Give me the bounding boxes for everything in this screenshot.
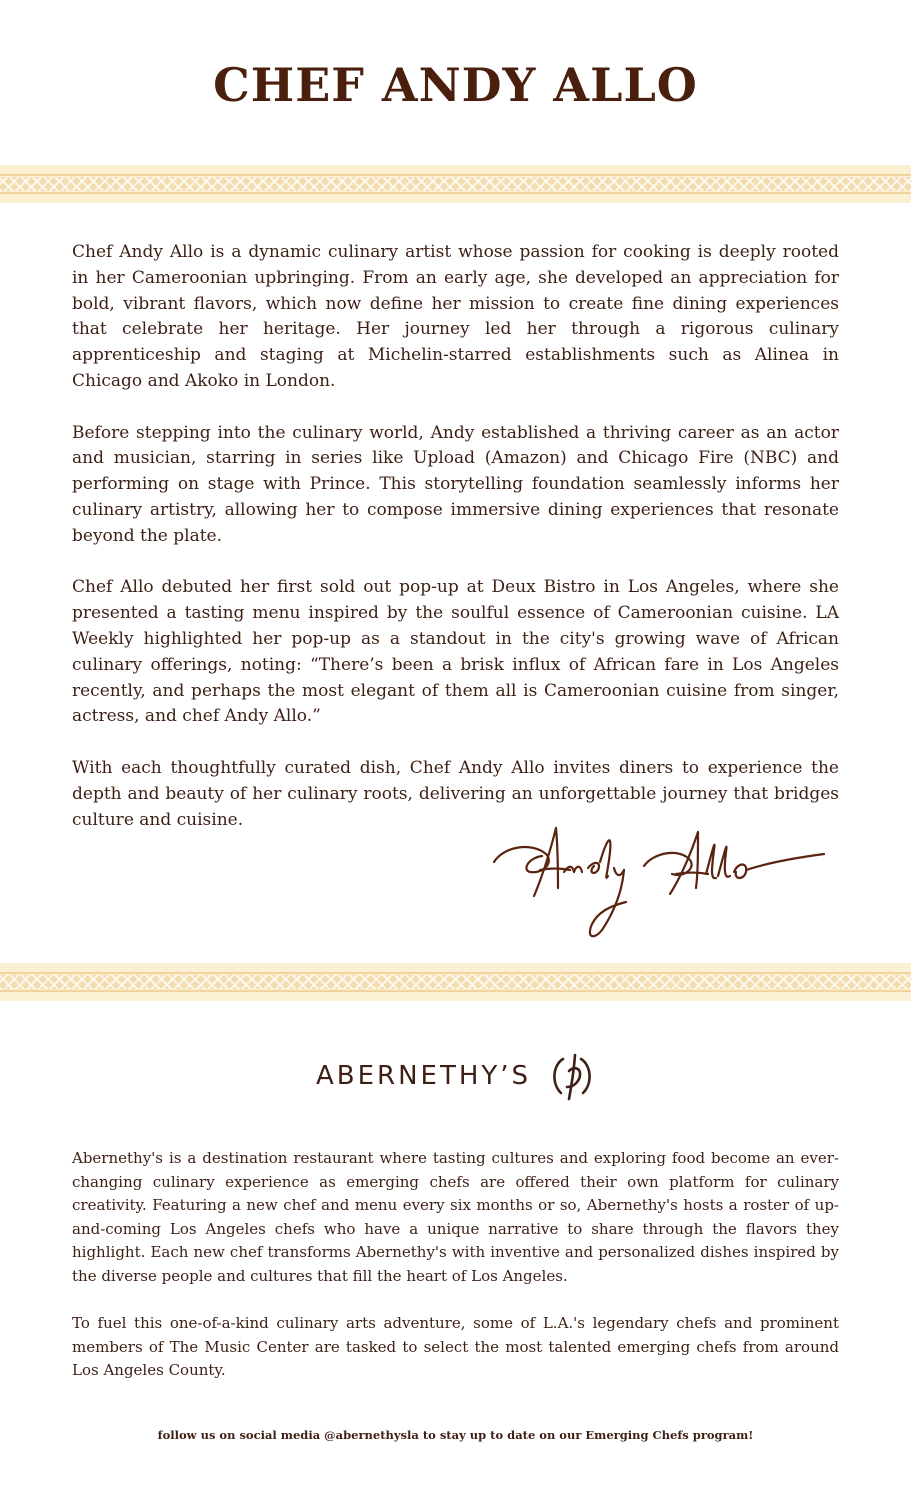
social-media-footer: follow us on social media @abernethysla to stay up to date on our Emerging Chefs program! (157, 1428, 754, 1442)
decorative-band-bottom (0, 963, 911, 1001)
bio-paragraph: With each thoughtfully curated dish, Chef Andy Allo invites diners to experience the depth and beauty of her culinary roots, delivering an unforgettable journey that bridges culture and cuisine. (72, 757, 839, 830)
about-paragraph: To fuel this one-of-a-kind culinary arts adventure, some of L.A.'s legendary chefs and prominent members of The Music Center are tasked to select the most talented emerging chefs from around Los Angeles County. (72, 1314, 839, 1380)
bio-paragraph: Chef Allo debuted her first sold out pop-up at Deux Bistro in Los Angeles, where she presented a tasting menu inspired by the soulful essence of Cameroonian cuisine. LA Weekly highlighted her pop-up as a standout in the city's growing wave of African culinary offerings, noting: “There’s been a brisk influx of African fare in Los Angeles recently, and perhaps the most elegant of them all is Cameroonian cuisine from singer, actress, and chef Andy Allo.” (72, 577, 839, 727)
signature-icon (484, 822, 834, 946)
decorative-band-top (0, 165, 911, 203)
brand-name: ABERNETHY’S (315, 1061, 532, 1091)
about-paragraph: Abernethy's is a destination restaurant where tasting cultures and exploring food become an ever-changing culinary experience as emerging chefs are offered their own platform for culinary creativity. Featuring a new chef and menu every six months or so, Abernethy's hosts a roster of up-and-coming Los Angeles chefs who have a unique narrative to share through the flavors they highlight. Each new chef transforms Abernethy's with inventive and personalized dishes inspired by the diverse people and cultures that fill the heart of Los Angeles. (72, 1149, 839, 1285)
page-title: CHEF ANDY ALLO (213, 58, 698, 112)
abernethys-logo-icon (549, 1051, 595, 1101)
bio-paragraph: Chef Andy Allo is a dynamic culinary artist whose passion for cooking is deeply rooted in her Cameroonian upbringing. From an early age, she developed an appreciation for bold, vibrant flavors, which now define her mission to create fine dining experiences that celebrate her heritage. Her journey led her through a rigorous culinary apprenticeship and staging at Michelin-starred establishments such as Alinea in Chicago and Akoko in London. (72, 242, 839, 391)
restaurant-about (72, 1147, 839, 1407)
chef-bio (72, 240, 839, 859)
brand-header (0, 1048, 911, 1104)
bio-paragraph: Before stepping into the culinary world, Andy established a thriving career as an actor and musician, starring in series like Upload (Amazon) and Chicago Fire (NBC) and performing on stage with Prince. This storytelling foundation seamlessly informs her culinary artistry, allowing her to compose immersive dining experiences that resonate beyond the plate. (72, 422, 839, 546)
